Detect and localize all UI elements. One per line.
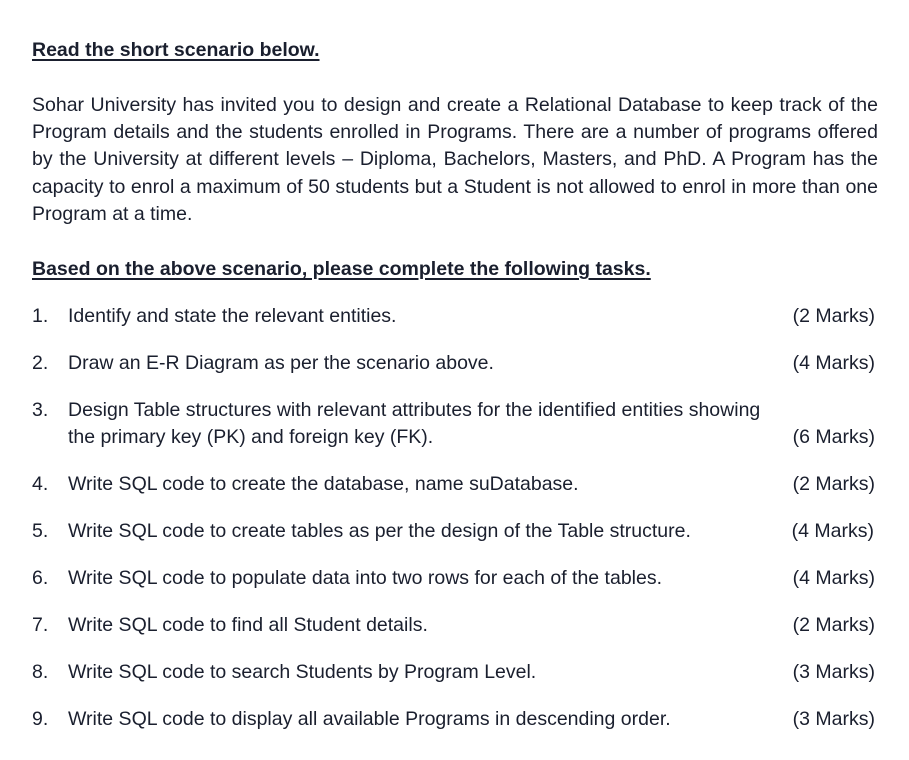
- task-number: 5.: [32, 520, 49, 543]
- task-number: 1.: [32, 305, 49, 328]
- task-marks: (4 Marks): [792, 567, 875, 590]
- task-body: [68, 397, 878, 451]
- task-item: [32, 706, 878, 733]
- task-body: [68, 565, 878, 592]
- task-line2: [68, 424, 878, 451]
- task-number: 8.: [32, 661, 49, 684]
- task-marks: (2 Marks): [792, 305, 875, 328]
- task-item: [32, 397, 878, 451]
- task-marks: (3 Marks): [792, 661, 875, 684]
- task-number: 6.: [32, 567, 49, 590]
- task-text: Write SQL code to create the database, name suDatabase.: [68, 473, 579, 496]
- tasks-heading-text: Based on the above scenario, please complete the following tasks: [32, 258, 646, 281]
- task-number: 7.: [32, 614, 49, 637]
- task-text-line2: the primary key (PK) and foreign key (FK).: [68, 426, 434, 449]
- scenario-heading: Read the short scenario below.: [32, 39, 320, 61]
- task-text: Identify and state the relevant entities.: [68, 305, 397, 328]
- task-item: [32, 518, 878, 545]
- task-item: [32, 350, 878, 377]
- task-item: [32, 303, 878, 330]
- document: [32, 36, 878, 753]
- task-marks: (3 Marks): [792, 708, 875, 731]
- task-marks: (4 Marks): [792, 352, 875, 375]
- task-text: Write SQL code to display all available Programs in descending order.: [68, 708, 671, 731]
- task-text: Write SQL code to search Students by Program Level.: [68, 661, 537, 684]
- task-body: [68, 659, 878, 686]
- task-list: [32, 303, 878, 733]
- tasks-heading-period: .: [645, 258, 651, 281]
- task-text: Write SQL code to find all Student details.: [68, 614, 428, 637]
- task-text-line1: Design Table structures with relevant attributes for the identified entities showing: [68, 399, 761, 422]
- task-number: 9.: [32, 708, 49, 731]
- task-item: [32, 471, 878, 498]
- task-marks: (2 Marks): [792, 614, 875, 637]
- task-body: [68, 303, 878, 330]
- tasks-heading: [32, 255, 878, 283]
- task-text: Draw an E-R Diagram as per the scenario above.: [68, 352, 494, 375]
- task-marks: (4 Marks): [791, 520, 874, 543]
- task-number: 2.: [32, 352, 49, 375]
- task-item: [32, 659, 878, 686]
- task-number: 4.: [32, 473, 49, 496]
- task-body: [68, 471, 878, 498]
- task-body: [68, 612, 878, 639]
- task-body: [68, 350, 878, 377]
- scenario-paragraph: Sohar University has invited you to design and create a Relational Database to keep track of the Program details and the students enrolled in Programs. There are a number of programs offered by the University at different levels – Diploma, Bachelors, Masters, and PhD. A Program has the capacity to enrol a maximum of 50 students but a Student is not allowed to enrol in more than one Program at a time.: [32, 94, 878, 225]
- task-number: 3.: [32, 399, 49, 422]
- task-text: Write SQL code to populate data into two rows for each of the tables.: [68, 567, 663, 590]
- task-marks: (6 Marks): [792, 426, 875, 449]
- task-item: [32, 565, 878, 592]
- task-item: [32, 612, 878, 639]
- task-body: [68, 518, 878, 545]
- task-body: [68, 706, 878, 733]
- task-text: Write SQL code to create tables as per the design of the Table structure.: [68, 520, 691, 543]
- task-marks: (2 Marks): [792, 473, 875, 496]
